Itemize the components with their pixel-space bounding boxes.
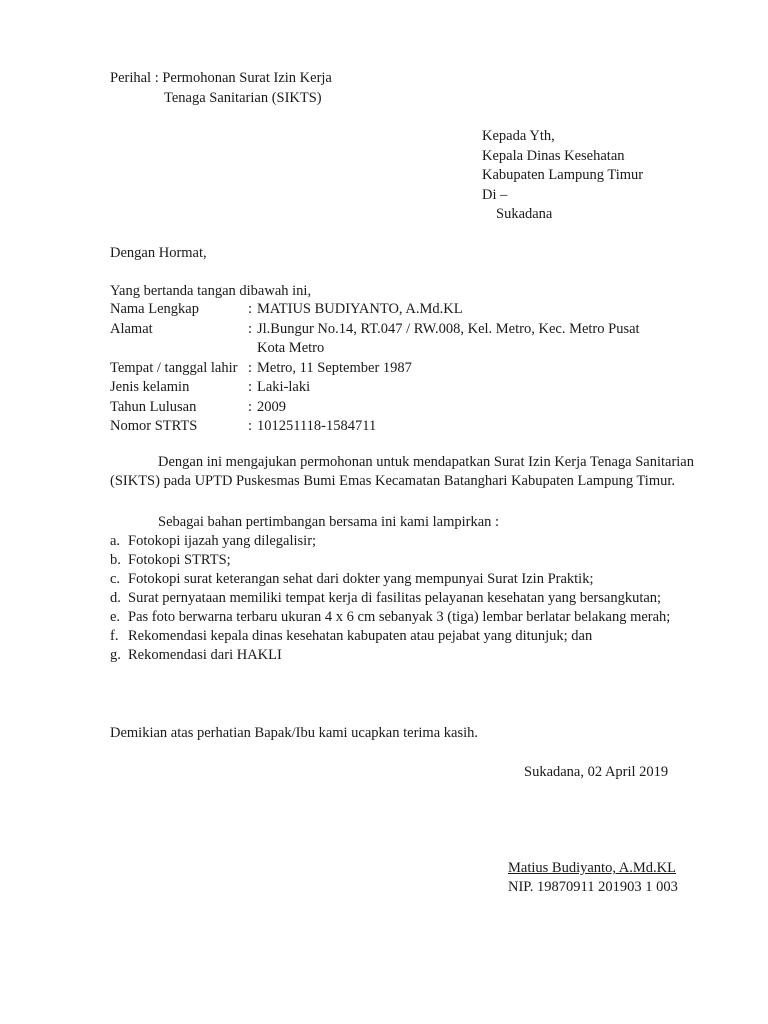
list-item-text: Rekomendasi dari HAKLI — [128, 647, 282, 663]
list-item — [110, 570, 694, 589]
identity-colon: : — [248, 418, 253, 434]
recipient-city: Sukadana — [496, 206, 553, 222]
subject-line-continued: Tenaga Sanitarian (SIKTS) — [164, 90, 322, 106]
identity-label: Tempat / tanggal lahir — [110, 359, 238, 376]
identity-row-alamat — [110, 320, 670, 340]
identity-label: Nama Lengkap — [110, 301, 199, 317]
identity-value: MATIUS BUDIYANTO, A.Md.KL — [257, 301, 463, 317]
identity-colon: : — [248, 379, 253, 395]
list-item-text: Fotokopi surat keterangan sehat dari dokter yang mempunyai Surat Izin Praktik; — [128, 571, 594, 587]
place-date: Sukadana, 02 April 2019 — [524, 764, 669, 780]
recipient-agency: Kabupaten Lampung Timur — [482, 167, 644, 183]
identity-colon: : — [248, 398, 253, 415]
intro-line: Yang bertanda tangan dibawah ini, — [110, 283, 312, 299]
list-item — [110, 646, 694, 665]
recipient-di: Di – — [482, 186, 508, 203]
list-item-marker: g. — [110, 647, 121, 663]
identity-label: Alamat — [110, 320, 153, 337]
body-paragraph — [110, 453, 694, 491]
list-item-marker: f. — [110, 628, 119, 644]
identity-value: Metro, 11 September 1987 — [257, 359, 412, 376]
closing-line: Demikian atas perhatian Bapak/Ibu kami ucapkan terima kasih. — [110, 725, 479, 741]
salutation: Dengan Hormat, — [110, 245, 207, 261]
identity-table — [110, 300, 670, 437]
request-paragraph: Dengan ini mengajukan permohonan untuk mendapatkan Surat Izin Kerja Tenaga Sanitarian (SIKTS) pada UPTD Puskesmas Bumi Emas Kecamatan Batanghari Kabupaten Lampung Timur. — [110, 454, 694, 489]
subject-line: Perihal : Permohonan Surat Izin Kerja — [110, 70, 332, 86]
signatory-nip: NIP. 19870911 201903 1 003 — [508, 879, 678, 895]
list-item-marker: a. — [110, 533, 121, 549]
identity-colon: : — [248, 359, 253, 376]
identity-row-jk — [110, 378, 670, 398]
list-item — [110, 551, 694, 570]
list-item-marker: c. — [110, 571, 121, 587]
identity-value: Laki-laki — [257, 379, 311, 395]
identity-label: Jenis kelamin — [110, 379, 190, 395]
list-item-marker: d. — [110, 590, 121, 606]
identity-value: 101251118-1584711 — [257, 418, 377, 434]
identity-value: 2009 — [257, 398, 286, 415]
list-item-text: Fotokopi ijazah yang dilegalisir; — [128, 533, 317, 549]
identity-value: Kota Metro — [257, 340, 325, 356]
identity-label: Tahun Lulusan — [110, 398, 197, 415]
list-item — [110, 627, 694, 646]
list-item — [110, 608, 694, 627]
identity-label: Nomor STRTS — [110, 418, 198, 434]
list-item-text: Pas foto berwarna terbaru ukuran 4 x 6 cm sebanyak 3 (tiga) lembar berlatar belakang merah; — [128, 609, 671, 625]
recipient-title: Kepala Dinas Kesehatan — [482, 147, 625, 164]
recipient-block — [482, 127, 643, 225]
recipient-greeting: Kepada Yth, — [482, 128, 555, 144]
identity-value: Jl.Bungur No.14, RT.047 / RW.008, Kel. Metro, Kec. Metro Pusat — [257, 320, 640, 337]
list-item-text: Fotokopi STRTS; — [128, 552, 231, 568]
signatory-name: Matius Budiyanto, A.Md.KL — [508, 860, 676, 876]
attachments-intro: Sebagai bahan pertimbangan bersama ini kami lampirkan : — [158, 514, 500, 530]
attachments-list — [110, 532, 694, 665]
list-item-text: Surat pernyataan memiliki tempat kerja di fasilitas pelayanan kesehatan yang bersangkutan; — [128, 590, 662, 606]
list-item-marker: b. — [110, 552, 121, 568]
identity-row-nama — [110, 300, 670, 320]
identity-row-alamat-cont — [110, 339, 670, 359]
list-item — [110, 589, 694, 608]
list-item — [110, 532, 694, 551]
list-item-marker: e. — [110, 609, 121, 625]
identity-colon: : — [248, 301, 253, 317]
identity-colon: : — [248, 320, 253, 337]
identity-row-strts — [110, 417, 670, 437]
list-item-text: Rekomendasi kepala dinas kesehatan kabupaten atau pejabat yang ditunjuk; dan — [128, 628, 593, 644]
identity-row-lulus — [110, 398, 670, 418]
identity-row-ttl — [110, 359, 670, 379]
